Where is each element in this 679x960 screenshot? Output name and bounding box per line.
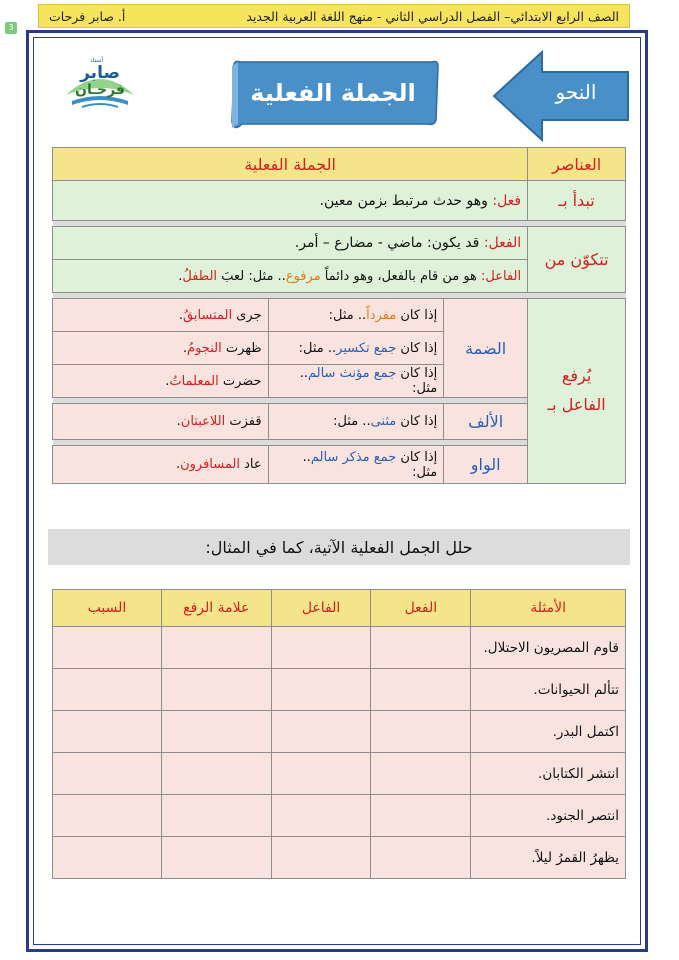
logo-name-line1: صابر [80,63,120,83]
page-header-bar [38,4,630,28]
teacher-name: أ. صابر فرحات [49,8,126,24]
cond-suffix: .. مثل: [333,414,371,429]
page-title: الجملة الفعلية [250,79,416,107]
exercise-instruction: حلل الجمل الفعلية الآتية، كما في المثال: [48,529,630,565]
cond-suffix: .. مثل: [328,307,367,323]
example-verb: عاد [244,457,262,472]
starts-with-text: وهو حدث مرتبط بزمن معين. [319,192,488,209]
cond-prefix: إذا كان [400,414,438,429]
answer-raise-sign[interactable] [161,627,271,669]
cond-keyword: جمع مذكر سالم [310,449,397,465]
answer-subject[interactable] [271,795,371,837]
cond-suffix: .. مثل: [302,449,438,480]
answer-reason[interactable] [53,627,162,669]
example-sentence: يظهرُ القمرُ ليلاً. [471,837,626,879]
verb-cell [53,227,528,260]
cond-keyword: مفرداً [366,307,397,323]
cond-keyword: جمع مؤنث سالم [307,366,397,381]
cond-suffix: .. مثل: [299,366,438,396]
example-subject: المعلماتُ [169,373,219,389]
col-raise-sign: علامة الرفع [161,590,271,627]
answer-verb[interactable] [371,627,471,669]
answer-verb[interactable] [371,711,471,753]
answer-raise-sign[interactable] [161,669,271,711]
answer-raise-sign[interactable] [161,753,271,795]
answer-verb[interactable] [371,669,471,711]
alif-label: الألف [444,404,528,440]
example-verb: قفزت [229,414,262,429]
page-number: 3 [5,22,17,34]
damma-example-2 [53,332,269,365]
table-row [53,669,626,711]
header-elements: العناصر [528,148,626,181]
answer-verb[interactable] [371,753,471,795]
example-end: . [178,307,184,323]
cond-prefix: إذا كان [400,340,438,356]
example-subject: المتسابقُ [183,307,233,323]
waw-label: الواو [444,446,528,484]
example-sentence: انتصر الجنود. [471,795,626,837]
example-sentence: تتألم الحيوانات. [471,669,626,711]
col-verb: الفعل [371,590,471,627]
logo-name-line2: فرحـان [75,82,125,98]
example-subject: المسافرون [180,457,240,472]
example-end: . [175,457,181,472]
grade-term-text: الصف الرابع الابتدائي– الفصل الدراسي الثاني - منهج اللغة العربية الجديد [246,8,619,24]
example-end: . [176,414,181,429]
raised-by-label [528,299,626,484]
waw-example [53,446,269,484]
answer-subject[interactable] [271,753,371,795]
cond-prefix: إذا كان [400,449,438,465]
starts-with-cell [53,181,528,221]
col-reason: السبب [53,590,162,627]
answer-reason[interactable] [53,837,162,879]
verb-key: الفعل: [483,235,522,251]
col-examples: الأمثلة [471,590,626,627]
example-sentence: قاوم المصريون الاحتلال. [471,627,626,669]
verb-text: قد يكون: ماضي - مضارع – أمر. [294,235,480,251]
subject-example: الطفلُ [182,268,218,284]
logo [62,55,138,117]
damma-example-3 [53,365,269,398]
table-row [53,795,626,837]
table-row [53,753,626,795]
example-subject: النجومُ [187,340,222,356]
subject-marfou: مرفوع [285,268,321,284]
answer-raise-sign[interactable] [161,837,271,879]
answer-raise-sign[interactable] [161,795,271,837]
answer-subject[interactable] [271,627,371,669]
rules-table [52,147,626,484]
example-end: . [182,340,188,356]
subject-cell [53,260,528,293]
starts-with-label: تبدأ بـ [528,181,626,221]
example-subject: اللاعبتان [180,414,226,429]
raised-by-line2: الفاعل بـ [547,395,606,414]
answer-verb[interactable] [371,795,471,837]
answer-reason[interactable] [53,753,162,795]
col-subject: الفاعل [271,590,371,627]
answer-reason[interactable] [53,669,162,711]
damma-cond-3 [268,365,444,398]
waw-cond [268,446,444,484]
cond-keyword: مثنى [370,414,397,429]
cond-keyword: جمع تكسير [336,340,397,356]
example-sentence: انتشر الكتابان. [471,753,626,795]
consists-of-label: تتكوّن من [528,227,626,293]
answer-reason[interactable] [53,795,162,837]
table-row [53,627,626,669]
subject-text1: هو من قام بالفعل، وهو دائماً [324,268,477,284]
table-row [53,837,626,879]
answer-subject[interactable] [271,711,371,753]
example-verb: حضرت [222,373,262,389]
subject-key: الفاعل: [481,268,522,284]
damma-label: الضمة [444,299,528,398]
alif-cond [268,404,444,440]
answer-verb[interactable] [371,837,471,879]
cond-prefix: إذا كان [400,366,438,381]
raised-by-line1: يُرفع [561,366,592,386]
damma-cond-1 [268,299,444,332]
logo-small-text: أستاذ [90,57,104,64]
cond-suffix: .. مثل: [298,340,337,356]
damma-example-1 [53,299,269,332]
alif-example [53,404,269,440]
example-sentence: اكتمل البدر. [471,711,626,753]
answer-reason[interactable] [53,711,162,753]
example-end: . [165,373,170,389]
answer-raise-sign[interactable] [161,711,271,753]
starts-with-key: فعل: [492,192,522,209]
header-sentence: الجملة الفعلية [53,148,528,181]
subject-text2: .. مثل: لعبَ [221,268,286,284]
answer-subject[interactable] [271,669,371,711]
subject-label: النحو [555,80,597,104]
damma-cond-2 [268,332,444,365]
cond-prefix: إذا كان [400,307,438,323]
example-verb: ظهرت [225,340,262,356]
exercise-table [52,589,626,879]
example-verb: جرى [236,307,262,323]
subject-end: . [178,268,183,284]
table-row [53,711,626,753]
answer-subject[interactable] [271,837,371,879]
